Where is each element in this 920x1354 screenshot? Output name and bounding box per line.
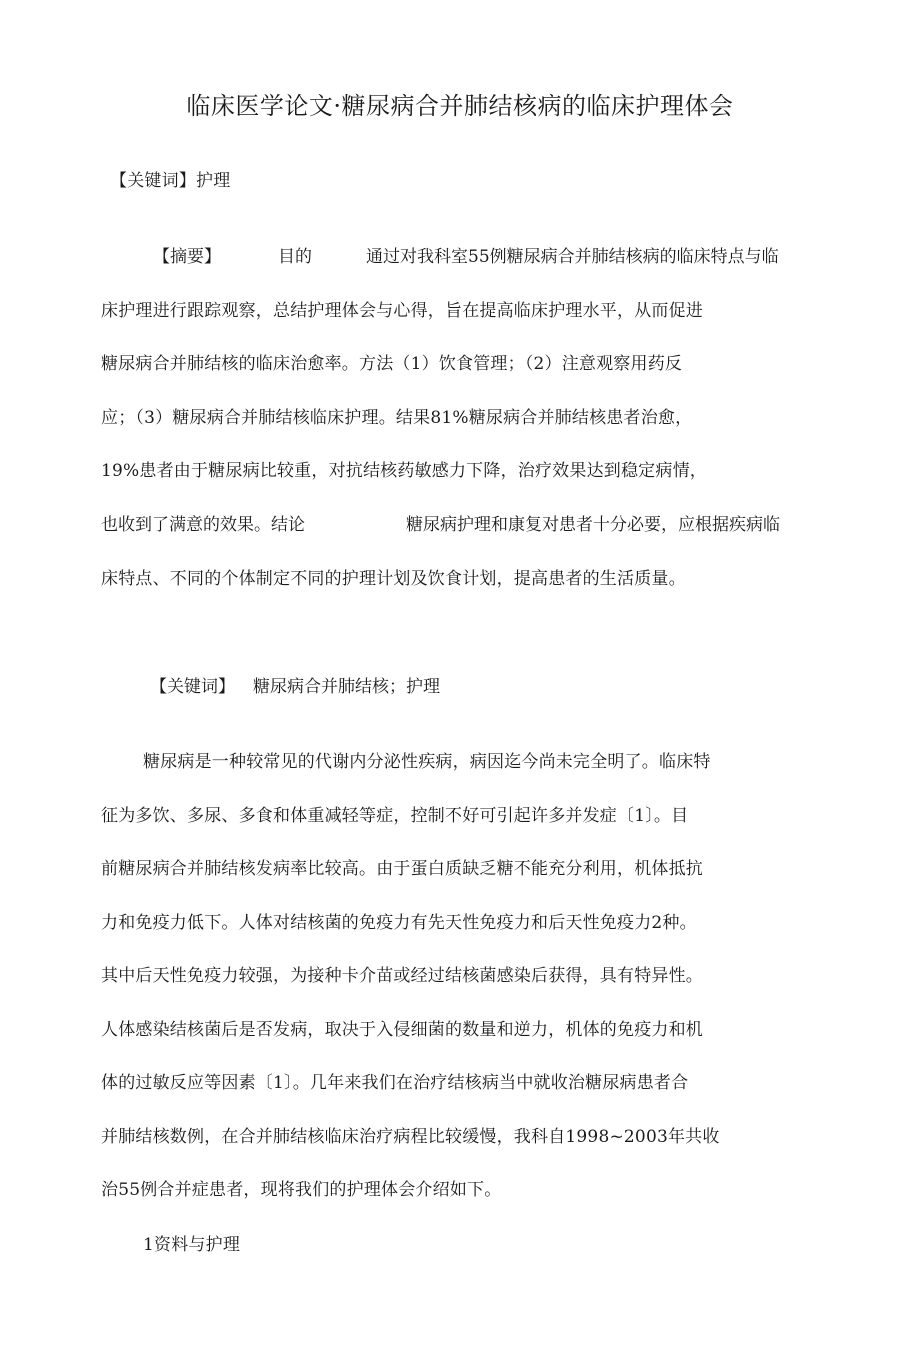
abstract-line: 19%患者由于糖尿病比较重，对抗结核药敏感力下降，治疗效果达到稳定病情，: [101, 461, 707, 481]
body-line: 力和免疫力低下。人体对结核菌的免疫力有先天性免疫力和后天性免疫力2种。: [101, 913, 697, 933]
keywords-top-line: [110, 170, 230, 192]
body-line: 体的过敏反应等因素〔1〕。几年来我们在治疗结核病当中就收治糖尿病患者合: [101, 1073, 689, 1093]
abstract-conclusion-pre: 也收到了满意的效果。结论: [101, 515, 305, 535]
keywords-top-value: 护理: [196, 171, 231, 191]
abstract-last-line: 床特点、不同的个体制定不同的护理计划及饮食计划，提高患者的生活质量。: [101, 569, 686, 589]
body-line: 糖尿病是一种较常见的代谢内分泌性疾病，病因迄今尚未完全明了。临床特: [143, 752, 711, 772]
body-line: 并肺结核数例，在合并肺结核临床治疗病程比较缓慢，我科自1998~2003年共收: [101, 1127, 720, 1147]
body-line: 治55例合并症患者，现将我们的护理体会介绍如下。: [101, 1180, 502, 1200]
abstract-aim-label: 目的: [278, 247, 312, 267]
section-heading: 1资料与护理: [143, 1235, 241, 1255]
keywords-bottom-label: 【关键词】: [150, 677, 235, 697]
abstract-conclusion-text: 糖尿病护理和康复对患者十分必要，应根据疾病临: [406, 515, 780, 535]
abstract-line: 糖尿病合并肺结核的临床治愈率。方法（1）饮食管理；（2）注意观察用药反: [101, 354, 683, 374]
body-line: 征为多饮、多尿、多食和体重减轻等症，控制不好可引起许多并发症〔1〕。目: [101, 806, 689, 826]
abstract-line: 床护理进行跟踪观察，总结护理体会与心得，旨在提高临床护理水平，从而促进: [101, 301, 703, 321]
abstract-aim-text: 通过对我科室55例糖尿病合并肺结核病的临床特点与临: [366, 247, 779, 267]
keywords-top-label: 【关键词】: [110, 171, 196, 191]
abstract-line: 应；（3）糖尿病合并肺结核临床护理。结果81%糖尿病合并肺结核患者治愈，: [101, 408, 693, 428]
abstract-label: 【摘要】: [153, 247, 221, 267]
keywords-bottom-value: 糖尿病合并肺结核；护理: [253, 677, 440, 697]
body-line: 其中后天性免疫力较强，为接种卡介苗或经过结核菌感染后获得，具有特异性。: [101, 966, 703, 986]
body-line: 人体感染结核菌后是否发病，取决于入侵细菌的数量和逆力，机体的免疫力和机: [101, 1020, 703, 1040]
body-line: 前糖尿病合并肺结核发病率比较高。由于蛋白质缺乏糖不能充分利用，机体抵抗: [101, 859, 703, 879]
document-title: 临床医学论文·糖尿病合并肺结核病的临床护理体会: [186, 92, 734, 120]
